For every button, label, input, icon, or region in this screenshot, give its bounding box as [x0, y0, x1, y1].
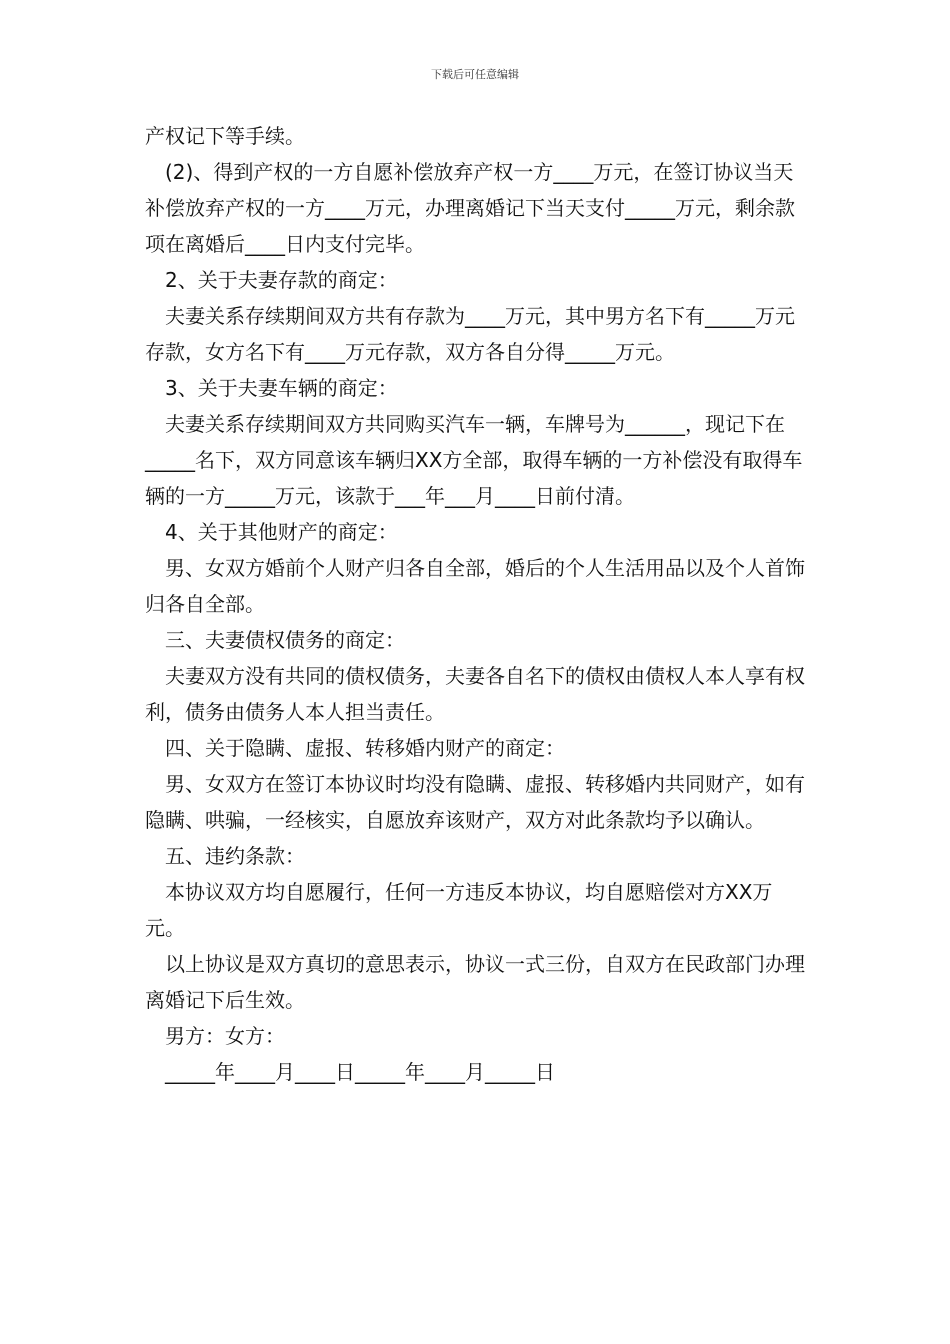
- paragraph: 夫妻关系存续期间双方共同购买汽车一辆，车牌号为______，现记下在_____名下，双方同意该车辆归XX方全部，取得车辆的一方补偿没有取得车辆的一方_____万元，该款于___年___月____日前付清。: [145, 412, 803, 508]
- document-body: [145, 118, 810, 1090]
- paragraph: (2)、得到产权的一方自愿补偿放弃产权一方____万元，在签订协议当天补偿放弃产权的一方____万元，办理离婚记下当天支付_____万元，剩余款项在离婚后____日内支付完毕。: [145, 160, 795, 256]
- paragraph: 2、关于夫妻存款的商定：: [165, 268, 398, 292]
- paragraph: 以上协议是双方真切的意思表示，协议一式三份，自双方在民政部门办理离婚记下后生效。: [145, 952, 805, 1012]
- paragraph: 四、关于隐瞒、虚报、转移婚内财产的商定：: [165, 736, 565, 760]
- paragraph: 4、关于其他财产的商定：: [165, 520, 398, 544]
- paragraph: 三、夫妻债权债务的商定：: [165, 628, 405, 652]
- paragraph: 3、关于夫妻车辆的商定：: [165, 376, 398, 400]
- paragraph: 男、女双方在签订本协议时均没有隐瞒、虚报、转移婚内共同财产，如有隐瞒、哄骗，一经核实，自愿放弃该财产，双方对此条款均予以确认。: [145, 772, 805, 832]
- paragraph: 男、女双方婚前个人财产归各自全部，婚后的个人生活用品以及个人首饰归各自全部。: [145, 556, 805, 616]
- paragraph: 夫妻双方没有共同的债权债务，夫妻各自名下的债权由债权人本人享有权利，债务由债务人本人担当责任。: [145, 664, 805, 724]
- paragraph: 五、违约条款：: [165, 844, 305, 868]
- paragraph: 男方：女方：: [165, 1024, 285, 1048]
- paragraph: 夫妻关系存续期间双方共有存款为____万元，其中男方名下有_____万元存款，女方名下有____万元存款，双方各自分得_____万元。: [145, 304, 795, 364]
- paragraph: 产权记下等手续。: [145, 124, 305, 148]
- paragraph: _____年____月____日_____年____月_____日: [165, 1060, 555, 1084]
- page-header: 下载后可任意编辑: [431, 68, 519, 81]
- paragraph: 本协议双方均自愿履行，任何一方违反本协议，均自愿赔偿对方XX万元。: [145, 880, 773, 940]
